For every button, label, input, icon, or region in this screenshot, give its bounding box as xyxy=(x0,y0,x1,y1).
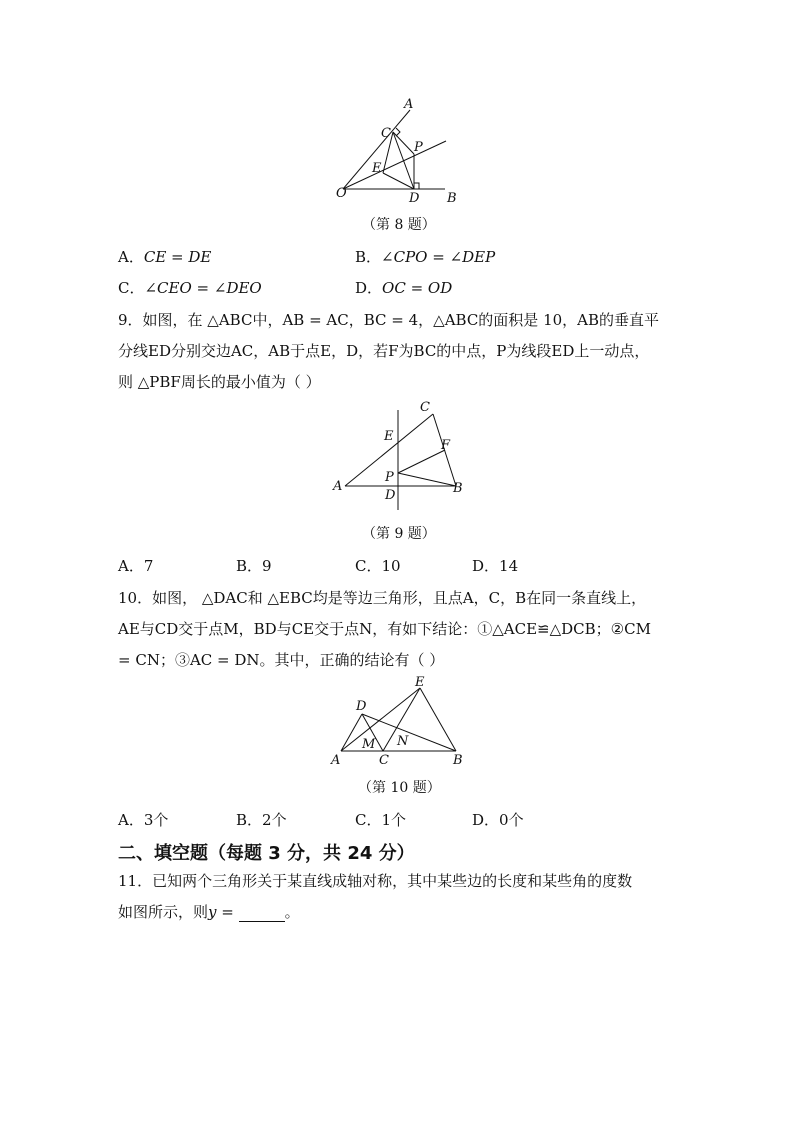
q10-segment-AD xyxy=(341,714,362,751)
q9-label-C: C xyxy=(420,400,430,415)
q11-answer-blank[interactable] xyxy=(239,907,285,922)
option-label: A． xyxy=(118,811,144,829)
option-label: C． xyxy=(118,279,145,297)
option-text: ∠CPO = ∠DEP xyxy=(381,248,496,266)
q9-label-D: D xyxy=(385,488,396,503)
q9-option-a xyxy=(118,555,153,576)
q8-label-B: B xyxy=(447,191,457,206)
option-label: B． xyxy=(236,557,263,575)
q11-suffix: 。 xyxy=(284,903,300,921)
q9-stem-line-2: 分线ED分别交边AC，AB于点E，D，若F为BC的中点，P为线段ED上一动点， xyxy=(118,342,650,360)
option-text: 3个 xyxy=(143,811,169,829)
q8-right-angle-C xyxy=(396,128,400,136)
q8-label-P: P xyxy=(414,140,423,155)
option-label: D． xyxy=(472,811,500,829)
q10-segment-EB xyxy=(420,688,456,751)
q10-label-E: E xyxy=(415,675,425,690)
q8-label-C: C xyxy=(381,126,391,141)
q8-segment-CD xyxy=(393,132,414,189)
q10-option-a xyxy=(118,809,168,830)
q9-option-b xyxy=(236,555,272,576)
option-label: B． xyxy=(236,811,263,829)
option-text: 9 xyxy=(262,557,272,575)
option-text: 14 xyxy=(499,557,519,575)
option-label: A． xyxy=(118,248,144,266)
q11-prefix: 如图所示，则 xyxy=(118,903,209,921)
q9-label-F: F xyxy=(441,438,451,453)
option-text: ∠CEO = ∠DEO xyxy=(144,279,262,297)
option-text: CE = DE xyxy=(143,248,212,266)
q9-segment-PF xyxy=(398,450,445,473)
q11-variable: y xyxy=(208,903,217,921)
q9-stem-line-1: 9．如图，在 △ABC中，AB = AC，BC = 4，△ABC的面积是 10，AB的垂直平 xyxy=(118,311,660,329)
q9-label-P: P xyxy=(385,470,394,485)
q8-label-A: A xyxy=(404,97,414,112)
option-label: B． xyxy=(355,248,382,266)
q10-label-A: A xyxy=(331,753,341,768)
q8-option-c xyxy=(118,277,262,298)
q8-ray-OP xyxy=(343,141,446,189)
option-label: C． xyxy=(355,557,382,575)
q9-segment-PB xyxy=(398,473,456,486)
q8-label-D: D xyxy=(409,191,420,206)
q8-option-b xyxy=(355,246,495,267)
q9-option-d xyxy=(472,555,518,576)
option-label: D． xyxy=(355,279,383,297)
option-text: 10 xyxy=(381,557,401,575)
q10-label-C: C xyxy=(379,753,389,768)
option-label: A． xyxy=(118,557,144,575)
section-heading-fill-in: 二、填空题（每题 3 分，共 24 分） xyxy=(118,843,415,864)
q9-figure xyxy=(325,395,475,515)
q11-equals: = xyxy=(216,903,239,921)
q10-label-N: N xyxy=(397,734,409,749)
q10-figure xyxy=(325,672,475,770)
q9-label-B: B xyxy=(453,481,463,496)
q10-option-c xyxy=(355,809,406,830)
q10-stem-line-3: = CN；③AC = DN。其中，正确的结论有（ ） xyxy=(118,651,445,669)
q8-right-angle-D xyxy=(414,183,419,189)
option-label: D． xyxy=(472,557,500,575)
q10-label-B: B xyxy=(453,753,463,768)
q8-label-O: O xyxy=(336,186,347,201)
q10-segment-DB xyxy=(362,714,456,751)
q10-stem-line-1: 10．如图， △DAC和 △EBC均是等边三角形，且点A，C，B在同一条直线上， xyxy=(118,589,647,607)
q8-label-E: E xyxy=(372,161,382,176)
q9-stem-line-3: 则 △PBF周长的最小值为（ ） xyxy=(118,373,321,391)
q9-label-A: A xyxy=(333,479,343,494)
q10-option-b xyxy=(236,809,287,830)
q8-option-a xyxy=(118,246,211,267)
q10-label-M: M xyxy=(362,737,376,752)
option-text: 1个 xyxy=(381,811,407,829)
option-label: C． xyxy=(355,811,382,829)
q10-caption: （第 10 题） xyxy=(358,780,441,796)
option-text: 7 xyxy=(143,557,154,575)
q10-stem-line-2: AE与CD交于点M，BD与CE交于点N，有如下结论：①△ACE≌△DCB；②CM xyxy=(118,620,651,638)
option-text: 2个 xyxy=(262,811,287,829)
q9-label-E: E xyxy=(384,429,394,444)
q11-stem-line-1: 11．已知两个三角形关于某直线成轴对称，其中某些边的长度和某些角的度数 xyxy=(118,872,633,890)
q8-figure xyxy=(330,92,470,207)
q10-label-D: D xyxy=(356,699,367,714)
option-text: 0个 xyxy=(499,811,524,829)
q9-option-c xyxy=(355,555,401,576)
q8-caption: （第 8 题） xyxy=(362,217,436,233)
q9-caption: （第 9 题） xyxy=(362,526,436,542)
option-text: OC = OD xyxy=(382,279,453,297)
q10-option-d xyxy=(472,809,524,830)
q11-stem-line-2 xyxy=(118,901,300,922)
q8-option-d xyxy=(355,277,452,298)
